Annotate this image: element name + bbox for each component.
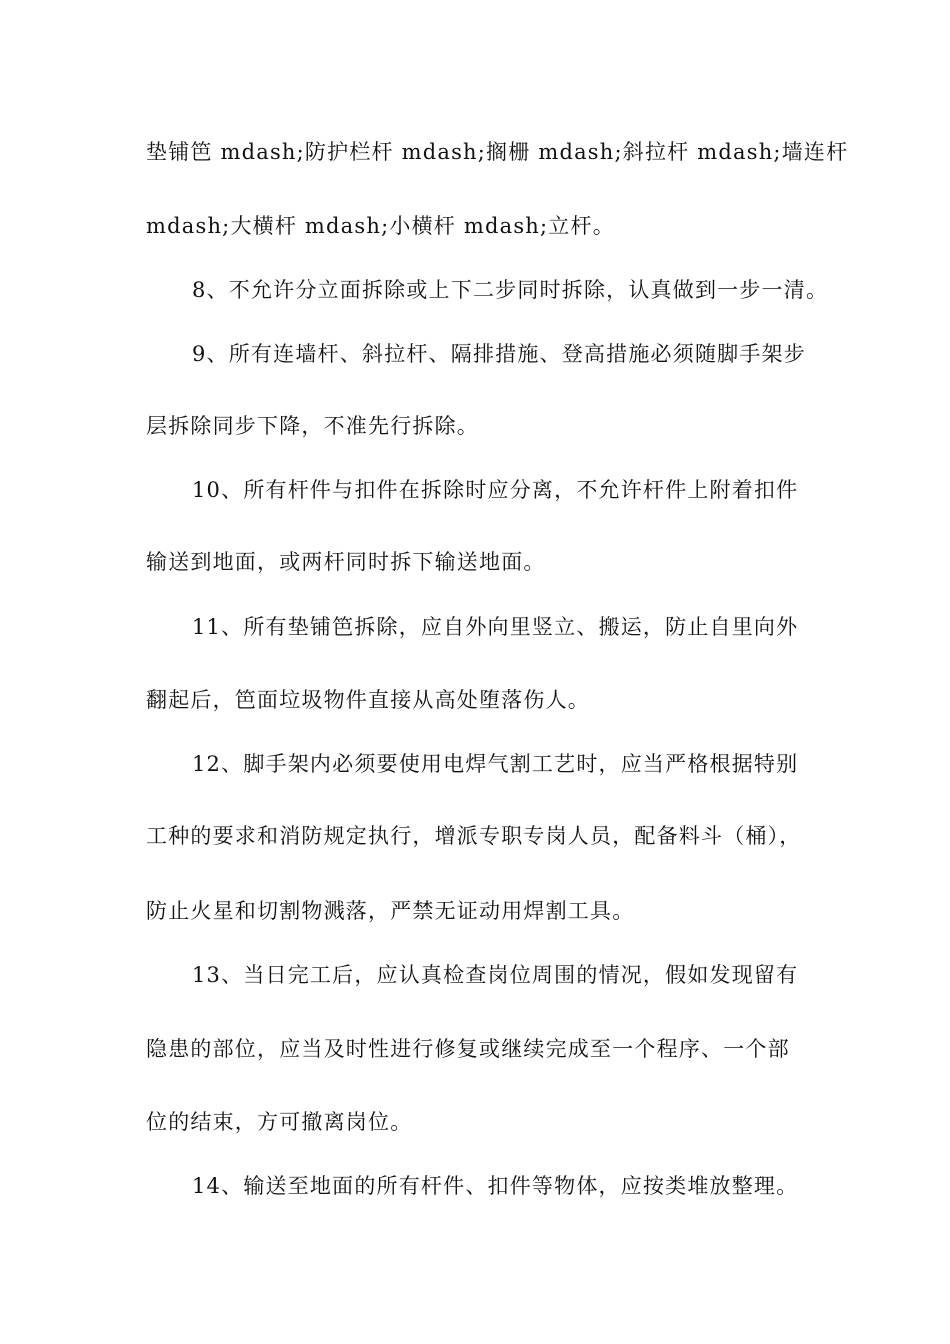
- text-line: 工种的要求和消防规定执行，增派专职专岗人员，配备料斗（桶），: [146, 824, 802, 848]
- text-line: mdash;大横杆 mdash;小横杆 mdash;立杆。: [146, 214, 615, 238]
- text-line: 10、所有杆件与扣件在拆除时应分离，不允许杆件上附着扣件: [192, 478, 799, 502]
- text-line: 隐患的部位，应当及时性进行修复或继续完成至一个程序、一个部: [146, 1037, 790, 1061]
- text-line: 14、输送至地面的所有杆件、扣件等物体，应按类堆放整理。: [192, 1174, 799, 1198]
- text-line: 防止火星和切割物溅落，严禁无证动用焊割工具。: [146, 899, 635, 923]
- text-line: 9、所有连墙杆、斜拉杆、隔排措施、登高措施必须随脚手架步: [192, 342, 806, 366]
- text-line: 13、当日完工后，应认真检查岗位周围的情况，假如发现留有: [192, 963, 799, 987]
- text-line: 垫铺笆 mdash;防护栏杆 mdash;搁栅 mdash;斜拉杆 mdash;墙连杆: [146, 140, 849, 164]
- text-line: 翻起后，笆面垃圾物件直接从高处堕落伤人。: [146, 688, 590, 712]
- text-line: 12、脚手架内必须要使用电焊气割工艺时，应当严格根据特别: [192, 752, 799, 776]
- text-line: 层拆除同步下降，不准先行拆除。: [146, 414, 479, 438]
- text-line: 11、所有垫铺笆拆除，应自外向里竖立、搬运，防止自里向外: [192, 615, 799, 639]
- text-line: 位的结束，方可撤离岗位。: [146, 1110, 413, 1134]
- text-line: 输送到地面，或两杆同时拆下输送地面。: [146, 550, 546, 574]
- text-line: 8、不允许分立面拆除或上下二步同时拆除，认真做到一步一清。: [192, 278, 829, 302]
